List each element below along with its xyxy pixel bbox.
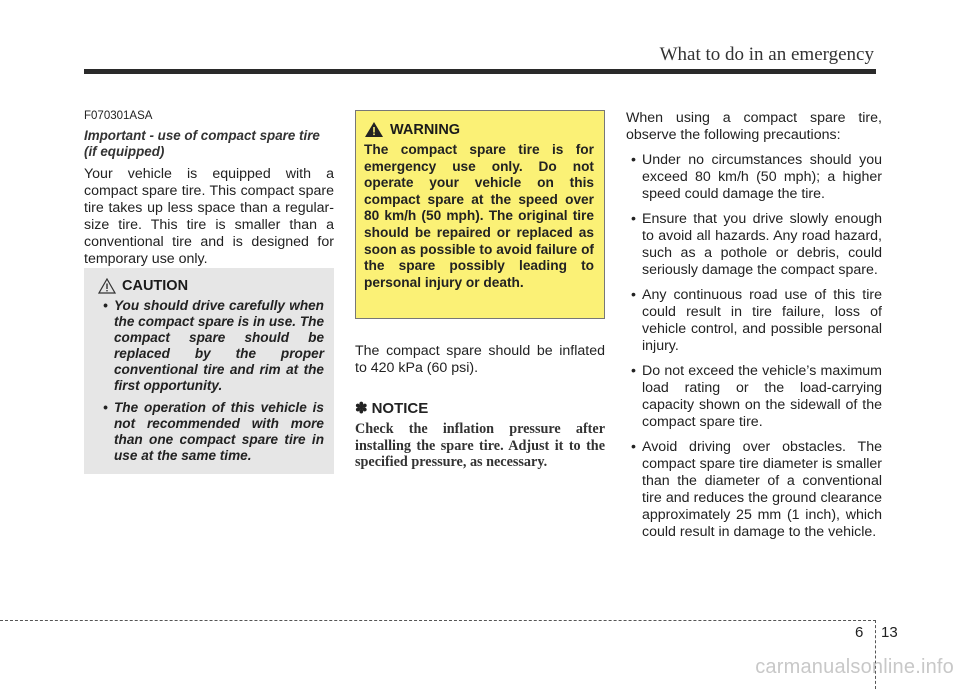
bullet-dot: • xyxy=(631,152,636,168)
inflation-paragraph: The compact spare should be inflated to 420 kPa (60 psi). xyxy=(355,343,605,376)
bullet-dot: • xyxy=(631,439,636,455)
section-code: F070301ASA xyxy=(84,110,153,122)
watermark: carmanualsonline.info xyxy=(755,656,954,678)
caution-item xyxy=(98,298,324,394)
notice-text: Check the inflation pressure after installing the spare tire. Adjust it to the specified pressure, as necessary. xyxy=(355,421,605,470)
warning-triangle-icon xyxy=(364,121,384,138)
column-2 xyxy=(355,110,605,471)
caution-item xyxy=(98,400,324,464)
caution-item-text: The operation of this vehicle is not recommended with more than one compact spare tire in use at the same time. xyxy=(114,400,324,463)
bullet-dot: • xyxy=(631,211,636,227)
precautions-list xyxy=(626,152,882,541)
notice-heading-label: NOTICE xyxy=(371,399,429,417)
list-item xyxy=(626,287,882,355)
section-number: 6 xyxy=(855,624,864,641)
notice-heading xyxy=(355,399,605,417)
bullet-dot: • xyxy=(103,400,108,415)
warning-box xyxy=(355,110,605,319)
caution-box xyxy=(84,268,334,474)
bullet-dot: • xyxy=(631,363,636,379)
caution-heading-label: CAUTION xyxy=(122,278,189,294)
footer-rule xyxy=(0,620,876,621)
bullet-dot: • xyxy=(631,287,636,303)
section-subtitle: Important - use of compact spare tire (if equipped) xyxy=(84,128,320,159)
list-item-text: Any continuous road use of this tire could result in tire failure, loss of vehicle control, and possible personal injury. xyxy=(642,287,882,354)
column-3 xyxy=(626,110,882,541)
warning-heading xyxy=(364,121,594,138)
bullet-dot: • xyxy=(103,298,108,313)
page-number: 13 xyxy=(881,624,898,641)
list-item-text: Ensure that you drive slowly enough to avoid all hazards. Any road hazard, such as a pothole or debris, could seriously damage the compact spare. xyxy=(642,211,882,278)
caution-item-text: You should drive carefully when the compact spare is in use. The compact spare should be replaced by the proper conventional tire and rim at the first opportunity. xyxy=(114,298,325,393)
list-item xyxy=(626,152,882,203)
caution-triangle-icon xyxy=(98,278,116,294)
list-item-text: Under no circumstances should you exceed 80 km/h (50 mph); a higher speed could damage the tire. xyxy=(642,152,882,202)
list-item xyxy=(626,211,882,279)
list-item xyxy=(626,439,882,541)
column-1 xyxy=(84,110,334,268)
precautions-intro: When using a compact spare tire, observe the following precautions: xyxy=(626,110,882,143)
list-item-text: Avoid driving over obstacles. The compact spare tire diameter is smaller than the diameter of a conventional tire and reduces the ground clearance approximately 25 mm (1 inch), which could result in damage to the vehicle. xyxy=(642,439,882,540)
page-header-title: What to do in an emergency xyxy=(659,44,874,65)
list-item-text: Do not exceed the vehicle’s maximum load rating or the load-carrying capacity shown on the sidewall of the compact spare tire. xyxy=(642,363,882,430)
header-rule xyxy=(84,69,876,74)
intro-paragraph: Your vehicle is equipped with a compact spare tire. This compact spare tire takes up less space than a regular-size tire. This tire is smaller than a conventional tire and is designed for temporary use only. xyxy=(84,166,334,267)
notice-star-icon: ✽ xyxy=(355,400,368,417)
warning-heading-label: WARNING xyxy=(390,121,461,138)
list-item xyxy=(626,363,882,431)
warning-text: The compact spare tire is for emergency use only. Do not operate your vehicle on this compact spare at the speed over 80 km/h (50 mph). The original tire should be repaired or replaced as soon as possible to avoid failure of the spare possibly leading to personal injury or death. xyxy=(364,142,594,290)
caution-heading xyxy=(98,278,324,294)
